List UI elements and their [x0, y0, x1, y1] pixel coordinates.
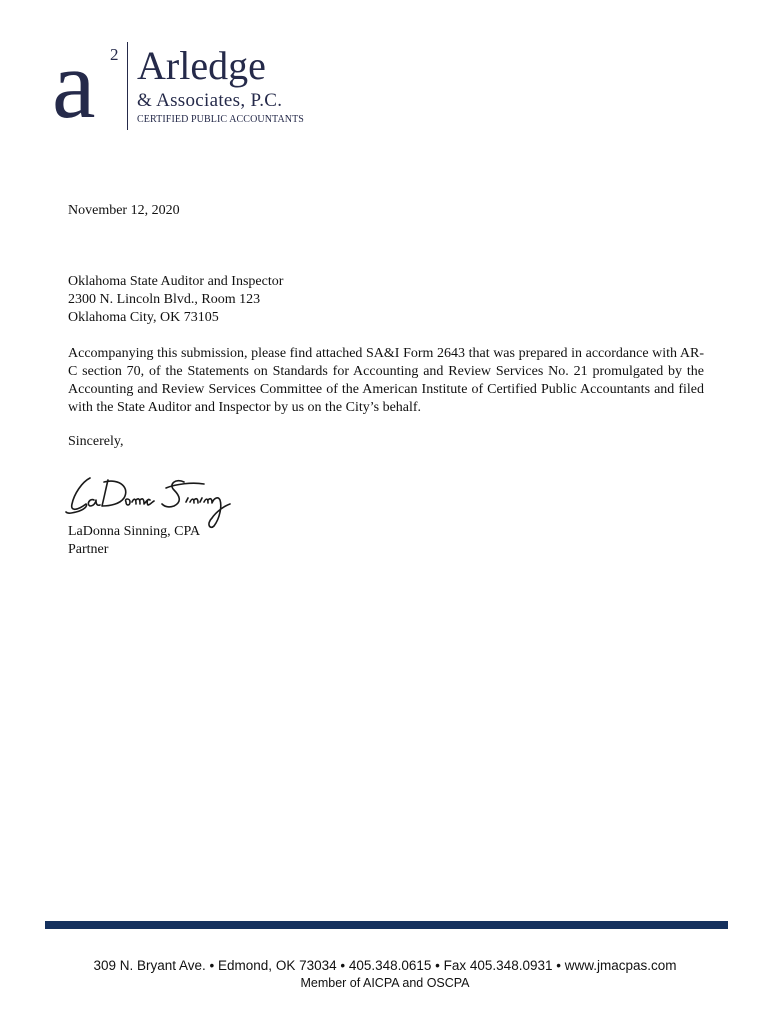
firm-logo-mark — [52, 31, 124, 139]
logo-divider — [127, 42, 128, 130]
footer-membership: Member of AICPA and OSCPA — [300, 976, 470, 990]
recipient-line: 2300 N. Lincoln Blvd., Room 123 — [68, 292, 261, 307]
firm-suffix: & Associates, P.C. — [137, 90, 283, 111]
signer-title: Partner — [68, 542, 109, 557]
letter-body: Accompanying this submission, please find attached SA&I Form 2643 that was prepared in accordance with AR-C section 70, of the Statements on Standards for Accounting and Review Services No. 21 promulgated by the Accounting and Review Services Committee of the American Institute of Certified Public Accountants and filed with the State Auditor and Inspector by us on the City’s behalf. — [68, 346, 704, 415]
recipient-line: Oklahoma City, OK 73105 — [68, 310, 219, 325]
recipient-address — [68, 273, 704, 327]
signer-name: LaDonna Sinning, CPA — [68, 524, 201, 539]
footer-bar — [45, 921, 728, 929]
letter-closing: Sincerely, — [68, 434, 124, 449]
firm-tagline: CERTIFIED PUBLIC ACCOUNTANTS — [137, 114, 304, 125]
logo-superscript: 2 — [110, 45, 119, 64]
logo-letter: a — [52, 31, 96, 139]
handwritten-signature — [64, 468, 276, 530]
recipient-line: Oklahoma State Auditor and Inspector — [68, 274, 284, 289]
letterhead — [52, 31, 322, 139]
signature-block — [68, 523, 704, 559]
letter-date: November 12, 2020 — [68, 203, 180, 218]
footer-contact-line: 309 N. Bryant Ave. • Edmond, OK 73034 • 405.348.0615 • Fax 405.348.0931 • www.jmacpas.com — [93, 958, 677, 973]
firm-name: Arledge — [137, 43, 266, 88]
